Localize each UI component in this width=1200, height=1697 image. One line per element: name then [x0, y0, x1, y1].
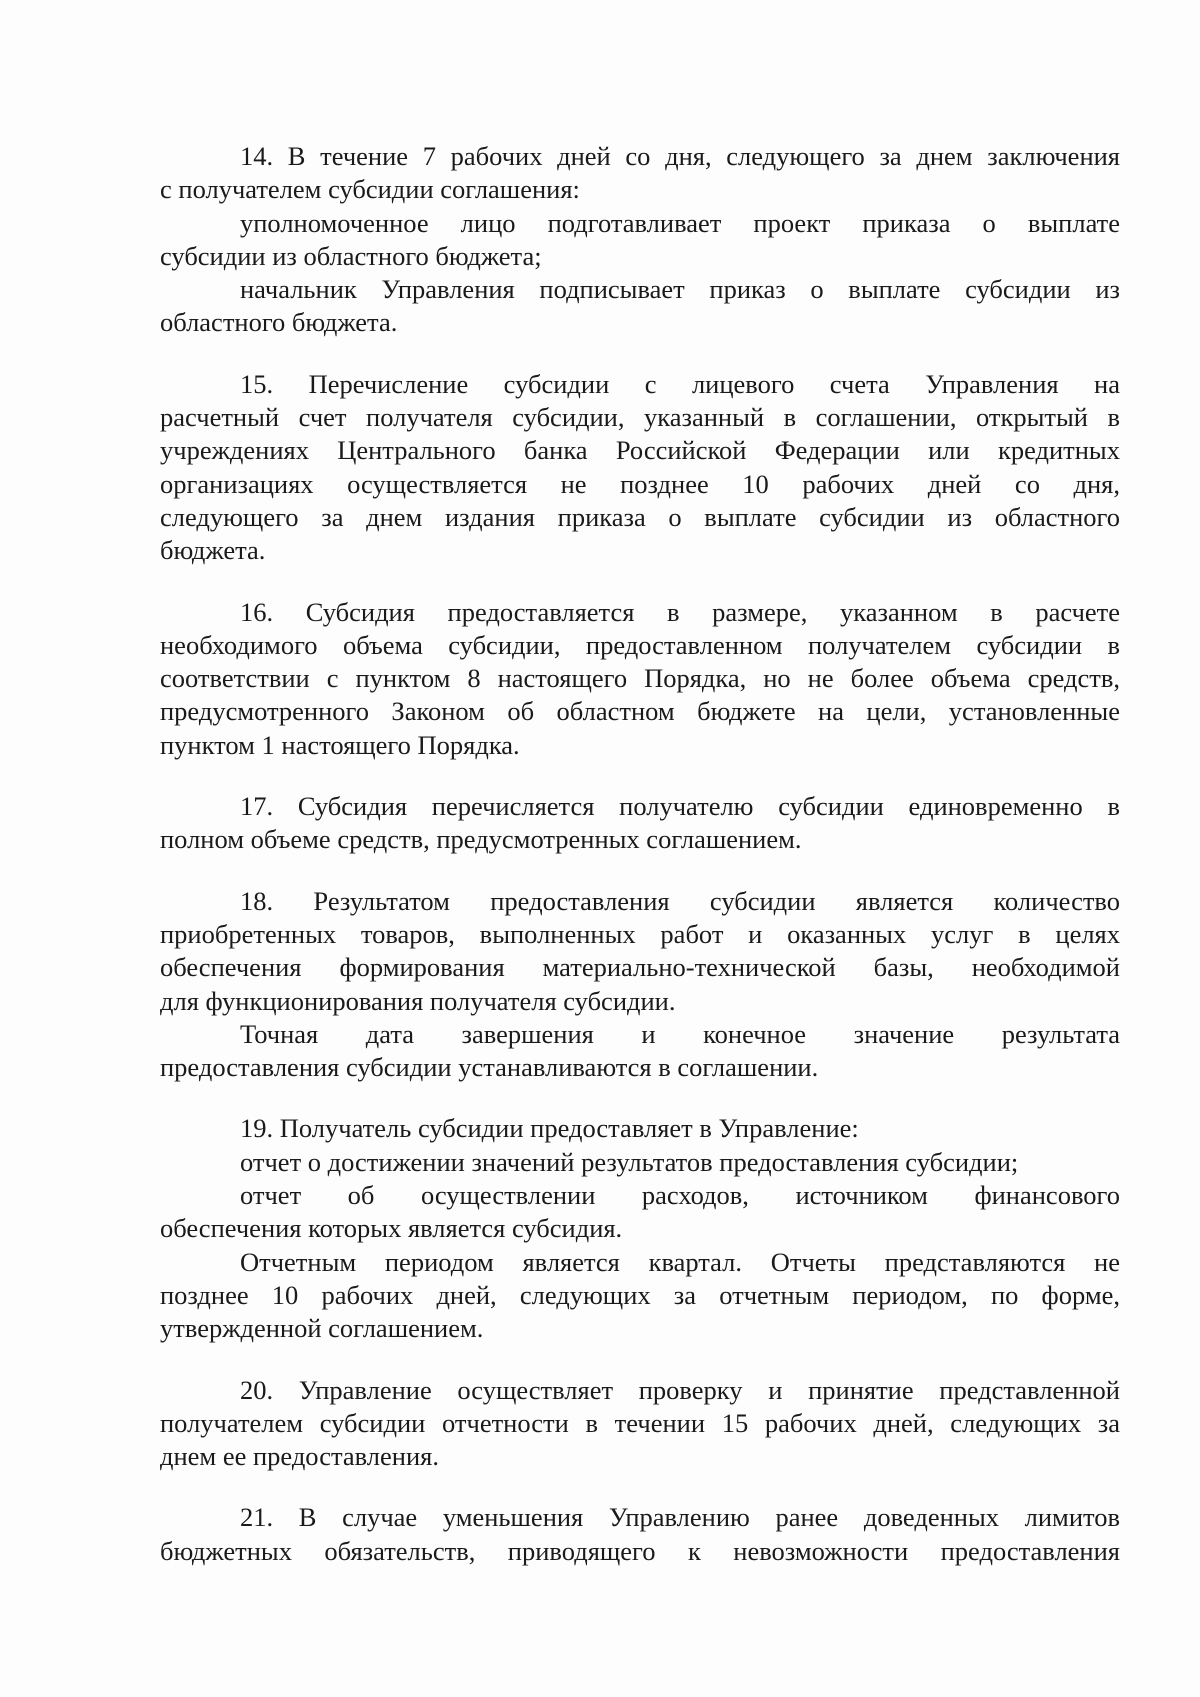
text-line: с получателем субсидии соглашения:: [160, 174, 580, 205]
paragraph: [160, 1374, 1120, 1474]
text-line: 16. Субсидия предоставляется в размере, указанном в расчете: [240, 596, 1120, 627]
text-line: отчет об осуществлении расходов, источником финансового: [240, 1180, 1120, 1211]
text-line: для функционирования получателя субсидии.: [160, 985, 676, 1016]
paragraph: [160, 885, 1120, 1085]
text-line: начальник Управления подписывает приказ о выплате субсидии из: [240, 274, 1120, 305]
paragraph-gap: [160, 857, 1120, 885]
paragraph: [160, 140, 1120, 340]
paragraph: [160, 1501, 1120, 1568]
text-line: учреждениях Центрального банка Российской Федерации или кредитных: [160, 435, 1120, 466]
text-line: обеспечения формирования материально-технической базы, необходимой: [160, 952, 1120, 983]
text-line: областного бюджета.: [160, 307, 398, 338]
text-line: обеспечения которых является субсидия.: [160, 1213, 623, 1244]
paragraph-gap: [160, 340, 1120, 368]
paragraph: [160, 596, 1120, 762]
text-line: расчетный счет получателя субсидии, указанный в соглашении, открытый в: [160, 402, 1120, 433]
document-body: [160, 140, 1120, 1568]
text-line: днем ее предоставления.: [160, 1441, 439, 1472]
text-line: 17. Субсидия перечисляется получателю субсидии единовременно в: [240, 791, 1120, 822]
text-line: предусмотренного Законом об областном бюджете на цели, установленные: [160, 696, 1120, 727]
text-line: утвержденной соглашением.: [160, 1313, 484, 1344]
text-line: бюджета.: [160, 535, 266, 566]
text-line: бюджетных обязательств, приводящего к невозможности предоставления: [160, 1535, 1120, 1566]
text-line: 18. Результатом предоставления субсидии является количество: [240, 885, 1120, 916]
text-line: Отчетным периодом является квартал. Отчеты представляются не: [240, 1246, 1120, 1277]
text-line: полном объеме средств, предусмотренных соглашением.: [160, 824, 802, 855]
text-line: следующего за днем издания приказа о выплате субсидии из областного: [160, 501, 1120, 532]
text-line: получателем субсидии отчетности в течении 15 рабочих дней, следующих за: [160, 1407, 1120, 1438]
paragraph: [160, 790, 1120, 857]
text-line: соответствии с пунктом 8 настоящего Порядка, но не более объема средств,: [160, 663, 1120, 694]
paragraph: [160, 1112, 1120, 1345]
paragraph-gap: [160, 1084, 1120, 1112]
paragraph-gap: [160, 568, 1120, 596]
text-line: предоставления субсидии устанавливаются в соглашении.: [160, 1052, 819, 1083]
text-line: организациях осуществляется не позднее 10 рабочих дней со дня,: [160, 468, 1120, 499]
paragraph-gap: [160, 1473, 1120, 1501]
text-line: уполномоченное лицо подготавливает проект приказа о выплате: [240, 207, 1120, 238]
paragraph-gap: [160, 1346, 1120, 1374]
text-line: позднее 10 рабочих дней, следующих за отчетным периодом, по форме,: [160, 1279, 1120, 1310]
text-line: Точная дата завершения и конечное значение результата: [240, 1018, 1120, 1049]
text-line: необходимого объема субсидии, предоставленном получателем субсидии в: [160, 629, 1120, 660]
text-line: 15. Перечисление субсидии с лицевого счета Управления на: [240, 368, 1120, 399]
text-line: 19. Получатель субсидии предоставляет в Управление:: [240, 1113, 859, 1144]
text-line: приобретенных товаров, выполненных работ и оказанных услуг в целях: [160, 918, 1120, 949]
text-line: 21. В случае уменьшения Управлению ранее доведенных лимитов: [240, 1502, 1120, 1533]
text-line: 20. Управление осуществляет проверку и принятие представленной: [240, 1374, 1120, 1405]
text-line: пунктом 1 настоящего Порядка.: [160, 729, 520, 760]
paragraph: [160, 368, 1120, 568]
text-line: субсидии из областного бюджета;: [160, 240, 542, 271]
paragraph-gap: [160, 762, 1120, 790]
text-line: отчет о достижении значений результатов предоставления субсидии;: [240, 1146, 1019, 1177]
text-line: 14. В течение 7 рабочих дней со дня, следующего за днем заключения: [240, 141, 1120, 171]
